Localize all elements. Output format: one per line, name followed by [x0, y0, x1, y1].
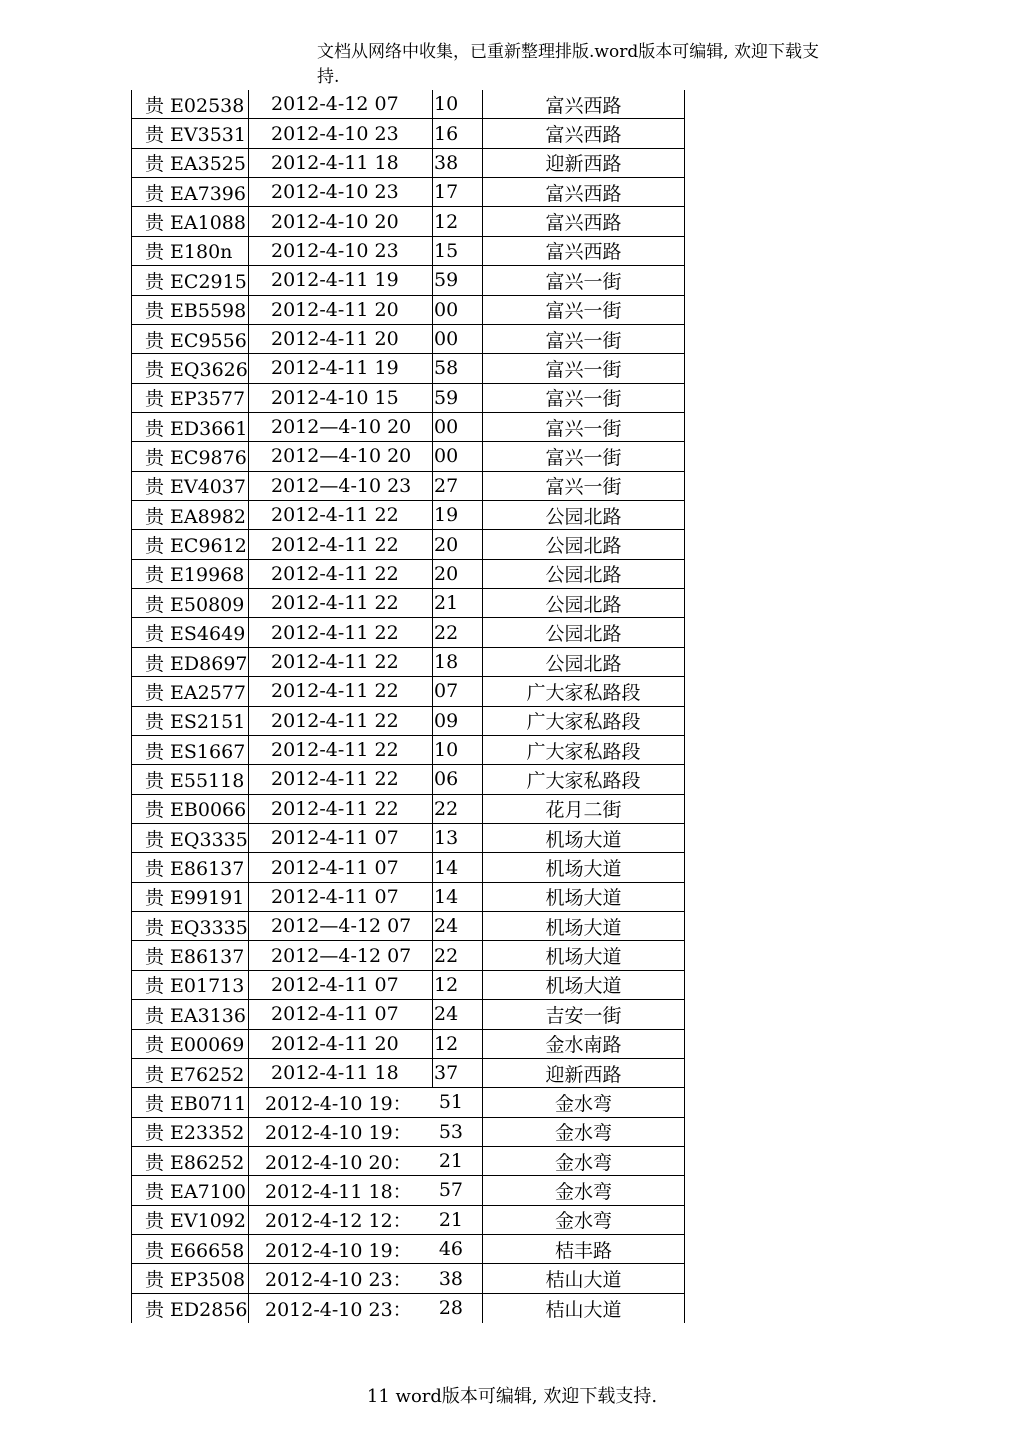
table-row: [132, 325, 684, 354]
minute-cell: 07: [432, 677, 483, 705]
time-cell: 2012—4-10 20: [271, 416, 412, 439]
time-cell: 2012-4-10 19：: [265, 1092, 412, 1115]
road-cell: 机场大道: [545, 946, 622, 969]
minute-cell: 51: [432, 1088, 483, 1116]
plate-cell: 贵 EQ3335: [132, 824, 249, 852]
road-cell: 机场大道: [545, 858, 622, 881]
document-header: [317, 40, 862, 90]
table-row: [132, 207, 684, 236]
plate-cell: 贵 E02538: [132, 90, 249, 118]
road-cell: 富兴一街: [545, 388, 622, 411]
table-row: [132, 119, 684, 148]
time-cell: 2012-4-11 22: [271, 621, 399, 644]
minute-cell: 21: [432, 589, 483, 617]
page-footer: 11 word版本可编辑, 欢迎下载支持.: [366, 1386, 658, 1407]
time-cell: 2012-4-11 22: [271, 709, 399, 732]
table-row: [132, 560, 684, 589]
time-cell: 2012—4-12 07: [271, 915, 412, 938]
minute-cell: 00: [432, 296, 483, 324]
time-cell: 2012-4-10 15: [271, 386, 399, 409]
time-cell: 2012-4-11 20: [271, 328, 399, 351]
minute-cell: 28: [432, 1294, 483, 1323]
time-cell: 2012-4-11 20: [271, 298, 399, 321]
road-cell: 富兴西路: [545, 182, 622, 205]
minute-cell: 53: [432, 1118, 483, 1146]
table-row: [132, 1000, 684, 1029]
time-cell: 2012-4-11 19: [271, 357, 399, 380]
minute-cell: 06: [432, 765, 483, 793]
time-cell: 2012—4-10 23: [271, 474, 412, 497]
table-row: [132, 354, 684, 383]
plate-cell: 贵 EC9612: [132, 530, 249, 558]
minute-cell: 24: [432, 912, 483, 940]
plate-cell: 贵 EC9876: [132, 442, 249, 470]
time-cell: 2012-4-11 22: [271, 797, 399, 820]
plate-cell: 贵 EB0066: [132, 795, 249, 823]
road-cell: 桔丰路: [554, 1239, 612, 1262]
minute-cell: 22: [432, 941, 483, 969]
plate-cell: 贵 E66658: [132, 1235, 249, 1263]
table-row: [132, 1059, 684, 1088]
table-row: [132, 824, 684, 853]
plate-cell: 贵 E55118: [132, 765, 249, 793]
time-cell: 2012-4-10 23：: [265, 1269, 412, 1292]
time-cell: 2012-4-11 22: [271, 562, 399, 585]
minute-cell: 14: [432, 883, 483, 911]
minute-cell: 00: [432, 325, 483, 353]
table-row: [132, 1264, 684, 1293]
table-row: [132, 413, 684, 442]
table-row: [132, 296, 684, 325]
road-cell: 富兴西路: [545, 212, 622, 235]
road-cell: 富兴西路: [545, 241, 622, 264]
time-cell: 2012-4-11 07: [271, 973, 399, 996]
time-cell: 2012-4-11 18: [271, 1062, 399, 1085]
road-cell: 迎新西路: [545, 1063, 622, 1086]
plate-cell: 贵 E01713: [132, 971, 249, 999]
plate-cell: 贵 EP3508: [132, 1264, 249, 1292]
plate-cell: 贵 ES1667: [132, 736, 249, 764]
plate-cell: 贵 ED8697: [132, 648, 249, 676]
time-cell: 2012-4-11 18: [271, 151, 399, 174]
table-row: [132, 178, 684, 207]
time-cell: 2012-4-11 22: [271, 739, 399, 762]
plate-cell: 贵 ED3661: [132, 413, 249, 441]
minute-cell: 24: [432, 1000, 483, 1028]
plate-cell: 贵 ES4649: [132, 618, 249, 646]
time-cell: 2012-4-10 23：: [265, 1298, 412, 1321]
minute-cell: 00: [432, 413, 483, 441]
plate-cell: 贵 EC2915: [132, 266, 249, 294]
plate-cell: 贵 E23352: [132, 1118, 249, 1146]
table-row: [132, 1030, 684, 1059]
road-cell: 富兴一街: [545, 417, 622, 440]
road-cell: 金水南路: [545, 1034, 622, 1057]
time-cell: 2012-4-11 18：: [265, 1180, 412, 1203]
road-cell: 富兴一街: [545, 270, 622, 293]
table-row: [132, 618, 684, 647]
minute-cell: 15: [432, 237, 483, 265]
time-cell: 2012-4-11 19: [271, 269, 399, 292]
table-row: [132, 501, 684, 530]
table-row: [132, 1088, 684, 1117]
time-cell: 2012-4-11 20: [271, 1032, 399, 1055]
minute-cell: 14: [432, 853, 483, 881]
minute-cell: 19: [432, 501, 483, 529]
plate-cell: 贵 EP3577: [132, 384, 249, 412]
plate-cell: 贵 E180n: [132, 237, 249, 265]
header-line-1: 文档从网络中收集，已重新整理排版.word版本可编辑, 欢迎下载支: [317, 42, 820, 62]
table-row: [132, 971, 684, 1000]
table-row: [132, 384, 684, 413]
plate-cell: 贵 EQ3335: [132, 912, 249, 940]
time-cell: 2012-4-10 23: [271, 122, 399, 145]
minute-cell: 12: [432, 1030, 483, 1058]
minute-cell: 09: [432, 707, 483, 735]
table-row: [132, 442, 684, 471]
table-row: [132, 941, 684, 970]
time-cell: 2012-4-11 07: [271, 827, 399, 850]
plate-cell: 贵 EV3531: [132, 119, 249, 147]
time-cell: 2012-4-11 07: [271, 1003, 399, 1026]
road-cell: 公园北路: [545, 593, 622, 616]
plate-cell: 贵 EA2577: [132, 677, 249, 705]
plate-cell: 贵 EV4037: [132, 472, 249, 500]
minute-cell: 21: [432, 1206, 483, 1234]
table-row: [132, 266, 684, 295]
table-row: [132, 707, 684, 736]
table-row: [132, 1176, 684, 1205]
road-cell: 广大家私路段: [526, 681, 641, 704]
road-cell: 金水弯: [554, 1092, 612, 1115]
time-cell: 2012-4-12 07: [271, 93, 399, 116]
minute-cell: 27: [432, 472, 483, 500]
plate-cell: 贵 E86137: [132, 853, 249, 881]
time-cell: 2012-4-10 23: [271, 239, 399, 262]
table-row: [132, 912, 684, 941]
minute-cell: 12: [432, 207, 483, 235]
table-row: [132, 883, 684, 912]
table-row: [132, 589, 684, 618]
table-row: [132, 677, 684, 706]
road-cell: 花月二街: [545, 799, 622, 822]
minute-cell: 59: [432, 384, 483, 412]
minute-cell: 00: [432, 442, 483, 470]
plate-cell: 贵 E50809: [132, 589, 249, 617]
road-cell: 富兴西路: [545, 124, 622, 147]
table-row: [132, 1147, 684, 1176]
plate-cell: 贵 EA3525: [132, 149, 249, 177]
road-cell: 富兴一街: [545, 300, 622, 323]
plate-cell: 贵 E19968: [132, 560, 249, 588]
road-cell: 富兴一街: [545, 446, 622, 469]
time-cell: 2012-4-11 22: [271, 504, 399, 527]
minute-cell: 12: [432, 971, 483, 999]
table-row: [132, 1294, 684, 1323]
plate-cell: 贵 EA1088: [132, 207, 249, 235]
table-row: [132, 736, 684, 765]
time-cell: 2012-4-10 20：: [265, 1151, 412, 1174]
table-row: [132, 1235, 684, 1264]
plate-cell: 贵 EA8982: [132, 501, 249, 529]
plate-cell: 贵 EB0711: [132, 1088, 249, 1116]
road-cell: 富兴一街: [545, 358, 622, 381]
time-cell: 2012-4-10 20: [271, 210, 399, 233]
plate-cell: 贵 EB5598: [132, 296, 249, 324]
road-cell: 机场大道: [545, 975, 622, 998]
minute-cell: 22: [432, 795, 483, 823]
minute-cell: 38: [432, 149, 483, 177]
road-cell: 机场大道: [545, 828, 622, 851]
road-cell: 金水弯: [554, 1210, 612, 1233]
violation-table: [131, 90, 685, 1323]
table-row: [132, 90, 684, 119]
plate-cell: 贵 E76252: [132, 1059, 249, 1087]
plate-cell: 贵 E00069: [132, 1030, 249, 1058]
road-cell: 广大家私路段: [526, 711, 641, 734]
minute-cell: 18: [432, 648, 483, 676]
table-row: [132, 795, 684, 824]
plate-cell: 贵 E86137: [132, 941, 249, 969]
plate-cell: 贵 EA7100: [132, 1176, 249, 1204]
time-cell: 2012-4-12 12：: [265, 1210, 412, 1233]
road-cell: 公园北路: [545, 564, 622, 587]
table-row: [132, 472, 684, 501]
road-cell: 机场大道: [545, 887, 622, 910]
time-cell: 2012-4-10 23: [271, 181, 399, 204]
road-cell: 富兴一街: [545, 476, 622, 499]
plate-cell: 贵 EC9556: [132, 325, 249, 353]
minute-cell: 16: [432, 119, 483, 147]
time-cell: 2012-4-11 07: [271, 856, 399, 879]
time-cell: 2012-4-11 22: [271, 651, 399, 673]
road-cell: 金水弯: [554, 1151, 612, 1174]
minute-cell: 22: [432, 618, 483, 646]
time-cell: 2012—4-10 20: [271, 445, 412, 468]
road-cell: 吉安一街: [545, 1004, 622, 1027]
table-row: [132, 149, 684, 178]
road-cell: 富兴一街: [545, 329, 622, 352]
header-line-2: 持.: [317, 67, 340, 87]
road-cell: 广大家私路段: [526, 769, 641, 792]
road-cell: 广大家私路段: [526, 740, 641, 763]
minute-cell: 57: [432, 1176, 483, 1204]
time-cell: 2012-4-11 22: [271, 680, 399, 703]
plate-cell: 贵 EA7396: [132, 178, 249, 206]
road-cell: 迎新西路: [545, 153, 622, 176]
road-cell: 富兴西路: [545, 94, 622, 117]
minute-cell: 20: [432, 560, 483, 588]
road-cell: 金水弯: [554, 1122, 612, 1145]
plate-cell: 贵 EQ3626: [132, 354, 249, 382]
plate-cell: 贵 EA3136: [132, 1000, 249, 1028]
plate-cell: 贵 E86252: [132, 1147, 249, 1175]
minute-cell: 38: [432, 1264, 483, 1292]
plate-cell: 贵 EV1092: [132, 1206, 249, 1234]
time-cell: 2012-4-11 22: [271, 768, 399, 791]
road-cell: 公园北路: [545, 652, 622, 675]
table-row: [132, 237, 684, 266]
minute-cell: 21: [432, 1147, 483, 1175]
road-cell: 金水弯: [554, 1180, 612, 1203]
road-cell: 桔山大道: [545, 1298, 622, 1321]
time-cell: 2012—4-12 07: [271, 944, 412, 967]
table-row: [132, 765, 684, 794]
minute-cell: 58: [432, 354, 483, 382]
road-cell: 公园北路: [545, 535, 622, 558]
plate-cell: 贵 ED2856: [132, 1294, 249, 1323]
table-row: [132, 530, 684, 559]
plate-cell: 贵 E99191: [132, 883, 249, 911]
road-cell: 公园北路: [545, 623, 622, 646]
minute-cell: 59: [432, 266, 483, 294]
minute-cell: 20: [432, 530, 483, 558]
minute-cell: 46: [432, 1235, 483, 1263]
minute-cell: 13: [432, 824, 483, 852]
table-row: [132, 1206, 684, 1235]
table-row: [132, 1118, 684, 1147]
minute-cell: 17: [432, 178, 483, 206]
time-cell: 2012-4-11 07: [271, 885, 399, 908]
time-cell: 2012-4-10 19：: [265, 1239, 412, 1262]
road-cell: 桔山大道: [545, 1269, 622, 1292]
time-cell: 2012-4-11 22: [271, 533, 399, 556]
road-cell: 机场大道: [545, 916, 622, 939]
road-cell: 公园北路: [545, 505, 622, 528]
minute-cell: 37: [432, 1059, 483, 1087]
plate-cell: 贵 ES2151: [132, 707, 249, 735]
table-row: [132, 648, 684, 677]
minute-cell: 10: [432, 736, 483, 764]
table-row: [132, 853, 684, 882]
minute-cell: 10: [432, 90, 483, 118]
time-cell: 2012-4-10 19：: [265, 1122, 412, 1145]
time-cell: 2012-4-11 22: [271, 592, 399, 615]
